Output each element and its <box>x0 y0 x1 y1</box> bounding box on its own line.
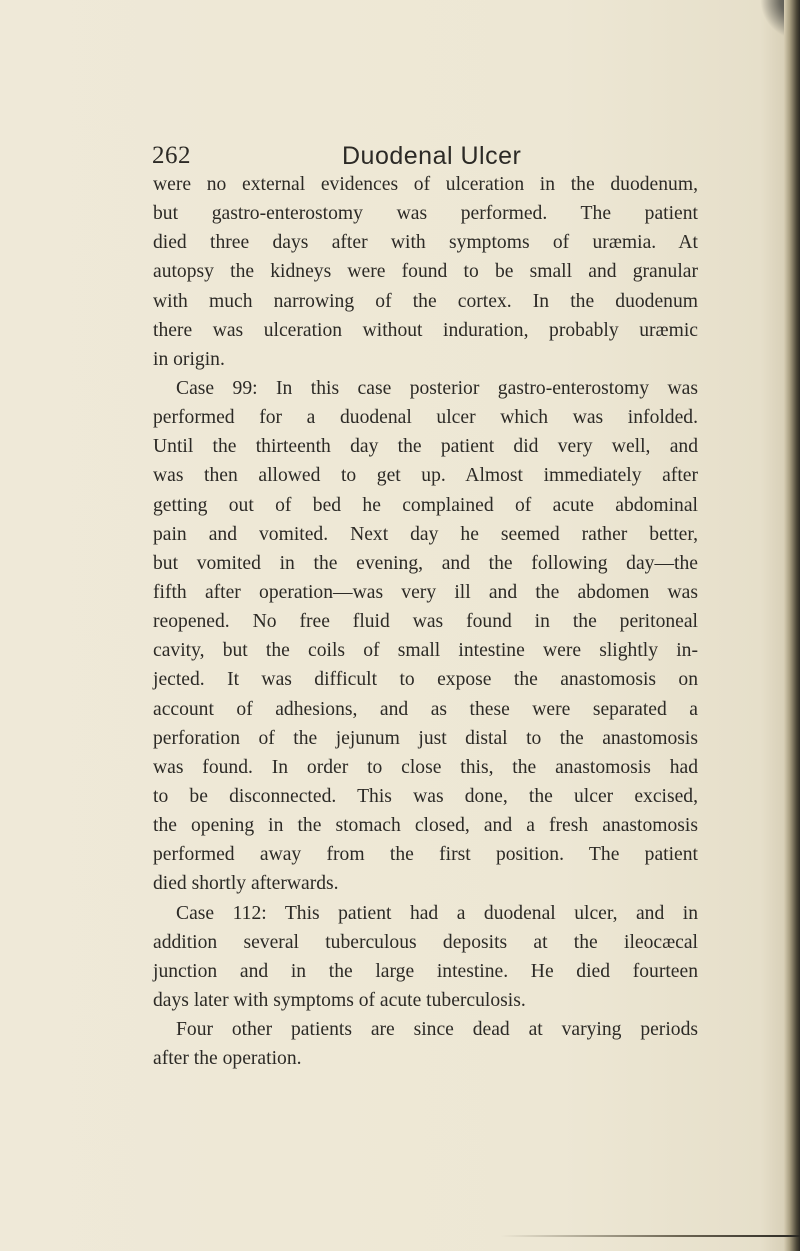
text-line: days later with symptoms of acute tuberculosis. <box>153 989 526 1011</box>
text-line: but vomited in the evening, and the following day—the <box>153 552 698 574</box>
text-line: getting out of bed he complained of acute abdominal <box>153 494 698 516</box>
text-line: died three days after with symptoms of uræmia. At <box>153 232 698 254</box>
text-line: fifth after operation—was very ill and the abdomen was <box>153 581 698 603</box>
text-line: pain and vomited. Next day he seemed rather better, <box>153 523 698 545</box>
text-line: performed away from the first position. The patient <box>153 844 698 866</box>
text-line: account of adhesions, and as these were separated a <box>153 698 698 720</box>
running-title: Duodenal Ulcer <box>342 142 522 170</box>
text-line: in origin. <box>153 348 225 370</box>
text-line: the opening in the stomach closed, and a fresh anastomosis <box>153 815 698 837</box>
text-line: Until the thirteenth day the patient did very well, and <box>153 436 698 458</box>
page-number: 262 <box>152 142 191 169</box>
text-line: with much narrowing of the cortex. In the duodenum <box>153 290 698 312</box>
text-line: autopsy the kidneys were found to be small and granular <box>153 261 698 283</box>
text-line: was then allowed to get up. Almost immediately after <box>153 465 698 487</box>
text-line: jected. It was difficult to expose the anastomosis on <box>153 669 698 691</box>
body-text <box>153 170 698 1073</box>
text-line: to be disconnected. This was done, the ulcer excised, <box>153 785 698 807</box>
text-line: reopened. No free fluid was found in the peritoneal <box>153 611 698 633</box>
text-line: died shortly afterwards. <box>153 873 339 895</box>
text-line: there was ulceration without induration, probably uræmic <box>153 319 698 341</box>
text-line: addition several tuberculous deposits at the ileocæcal <box>153 931 698 953</box>
text-line: after the operation. <box>153 1048 302 1070</box>
text-line: was found. In order to close this, the anastomosis had <box>153 756 698 778</box>
text-line: Case 99: In this case posterior gastro-enterostomy was <box>176 377 698 399</box>
text-line: Case 112: This patient had a duodenal ulcer, and in <box>176 902 698 924</box>
text-line: were no external evidences of ulceration in the duodenum, <box>153 174 698 195</box>
text-line: Four other patients are since dead at varying periods <box>176 1019 698 1041</box>
page-binding-edge <box>784 0 800 1251</box>
page-bottom-shadow <box>500 1235 800 1237</box>
text-line: perforation of the jejunum just distal to the anastomosis <box>153 727 698 749</box>
text-line: performed for a duodenal ulcer which was infolded. <box>153 407 698 429</box>
text-line: junction and in the large intestine. He died fourteen <box>153 960 698 982</box>
text-line: but gastro-enterostomy was performed. The patient <box>153 203 698 225</box>
text-line: cavity, but the coils of small intestine were slightly in- <box>153 640 698 662</box>
